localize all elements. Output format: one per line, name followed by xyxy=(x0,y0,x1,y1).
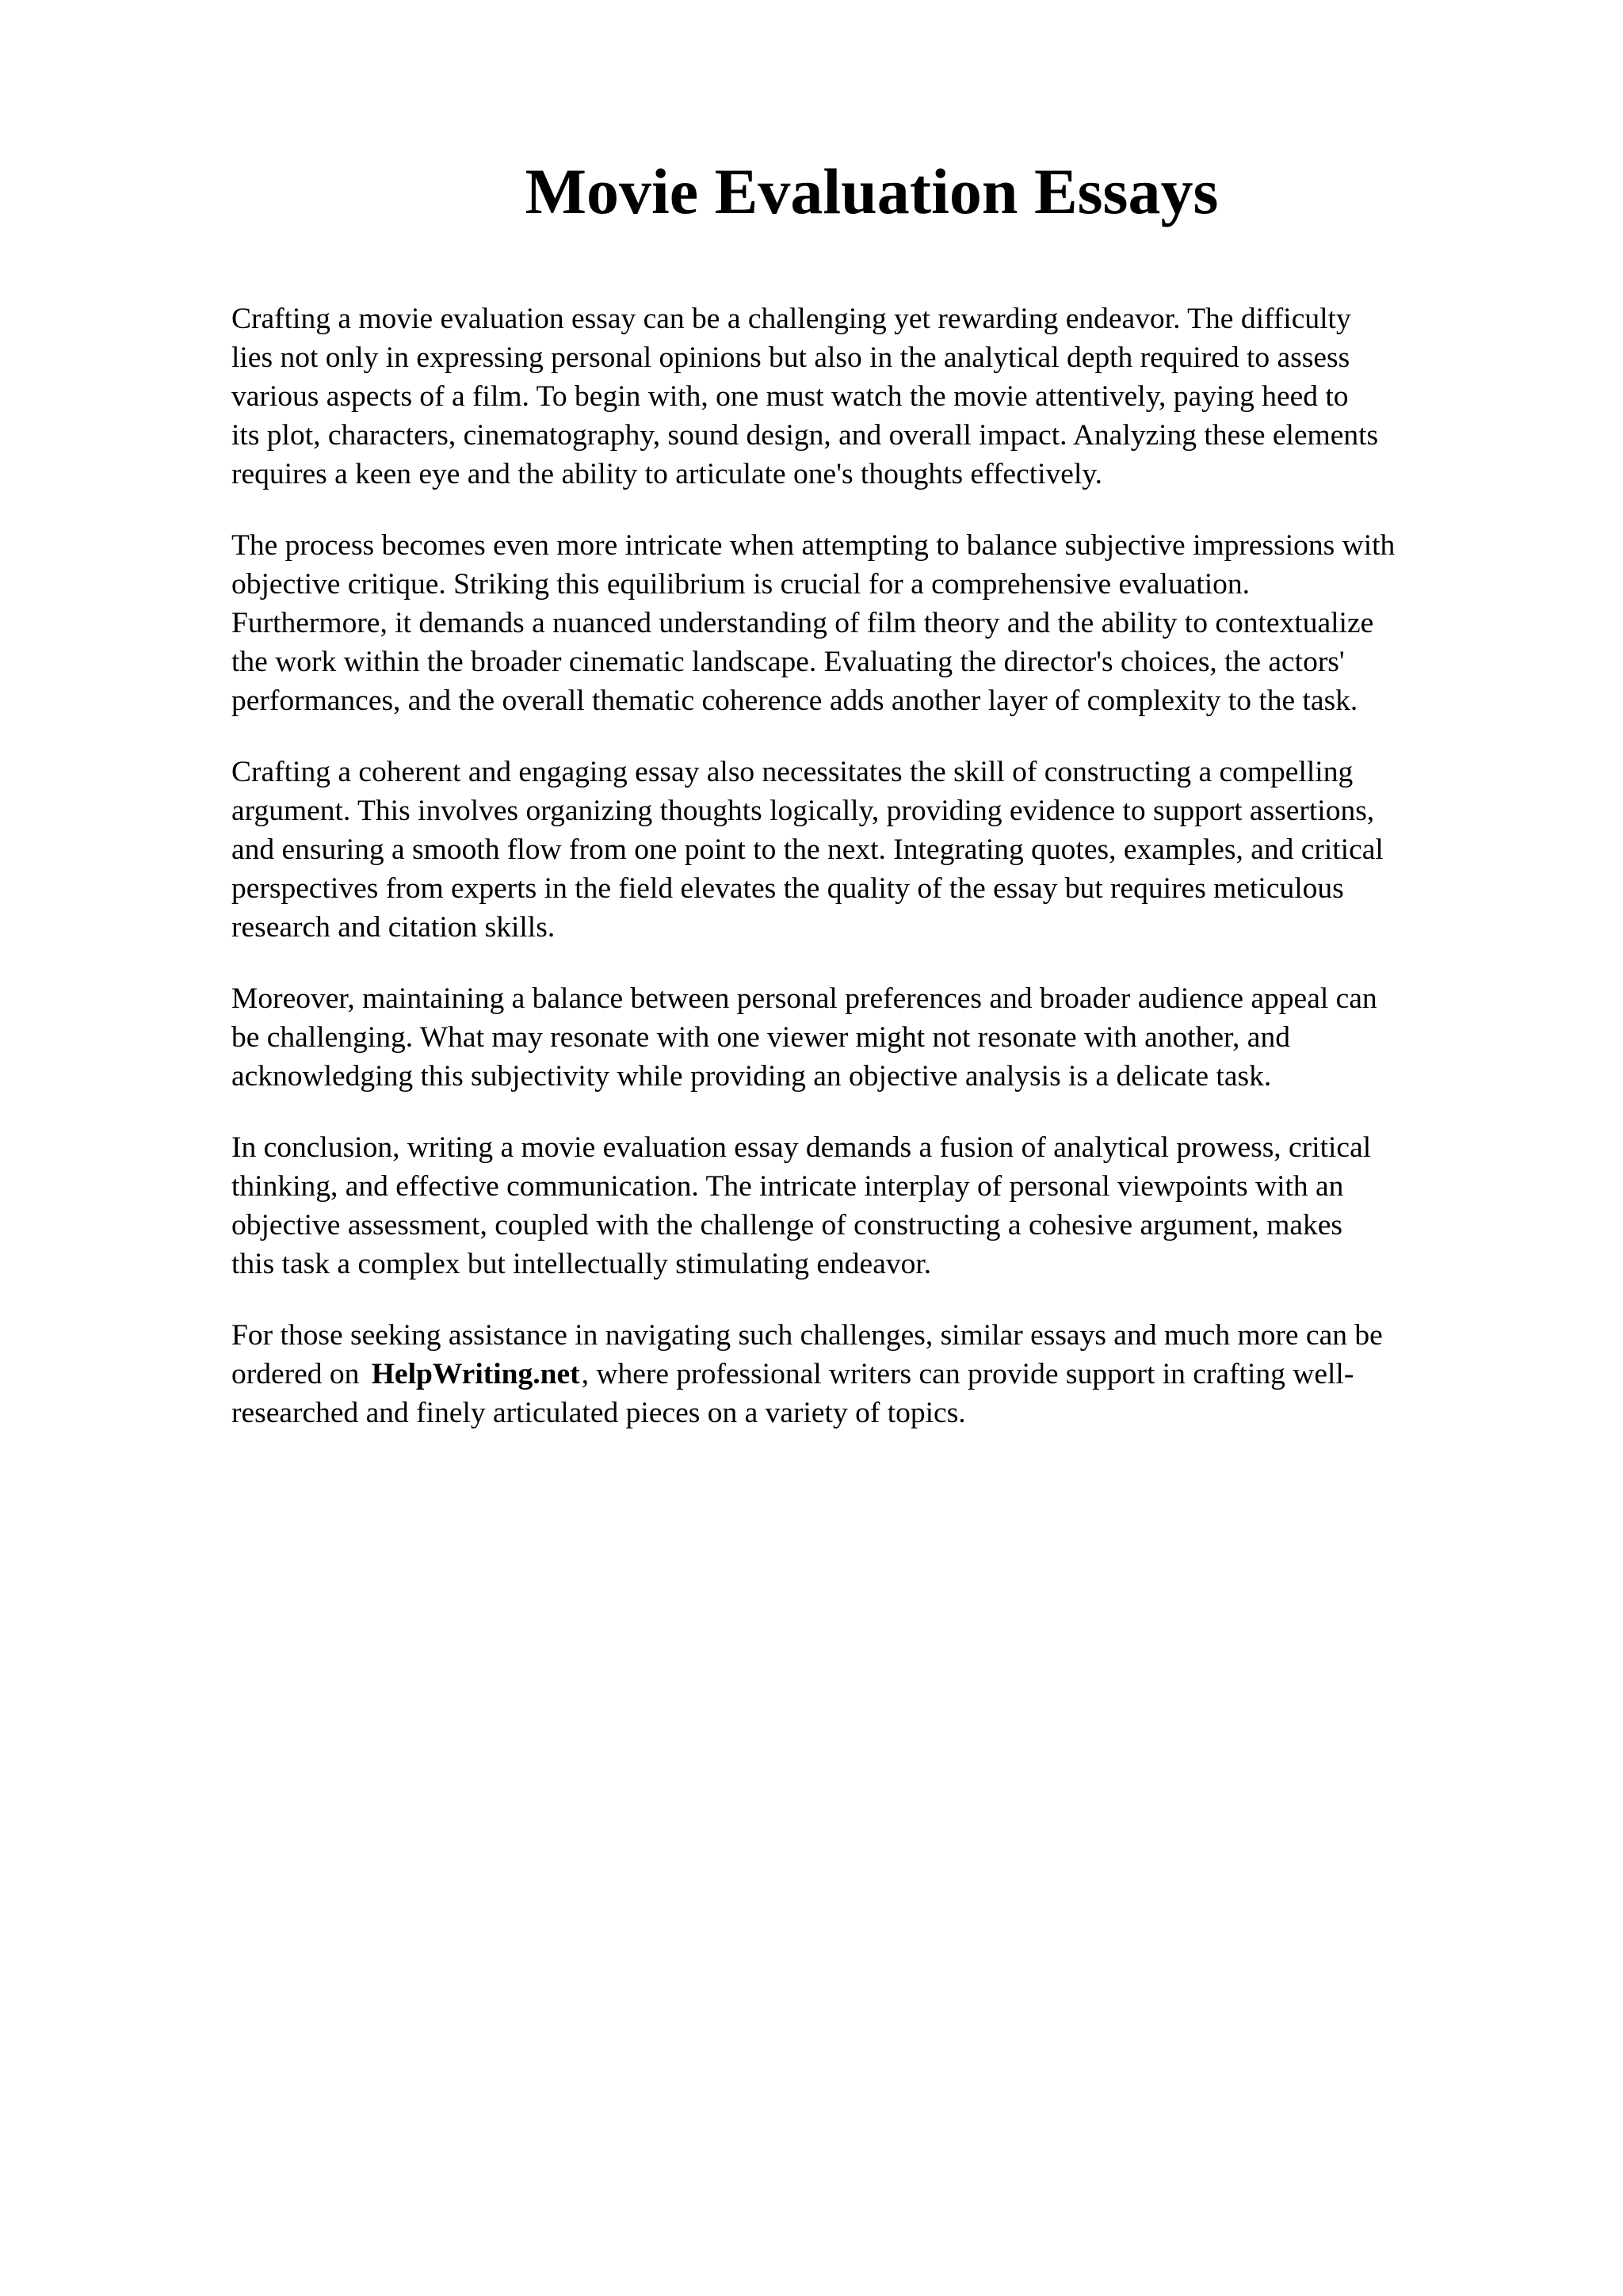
paragraph-line: research and citation skills. xyxy=(231,911,556,944)
paragraph-4 xyxy=(231,979,1531,1096)
paragraph-line: researched and finely articulated pieces on a variety of topics. xyxy=(231,1397,966,1429)
paragraph-line: its plot, characters, cinematography, sound design, and overall impact. Analyzing these elements xyxy=(231,419,1379,452)
paragraph-line: and ensuring a smooth flow from one point to the next. Integrating quotes, examples, and critical xyxy=(231,833,1384,866)
paragraph-line: objective assessment, coupled with the challenge of constructing a cohesive argument, makes xyxy=(231,1209,1343,1241)
helpwriting-link[interactable]: HelpWriting.net xyxy=(371,1358,580,1390)
paragraph-line: various aspects of a film. To begin with, one must watch the movie attentively, paying heed to xyxy=(231,380,1349,413)
paragraph-line: lies not only in expressing personal opinions but also in the analytical depth required to assess xyxy=(231,341,1350,374)
paragraph-line: acknowledging this subjectivity while providing an objective analysis is a delicate task. xyxy=(231,1060,1272,1093)
paragraph-line-with-link xyxy=(231,1355,1531,1394)
paragraph-line: For those seeking assistance in navigating such challenges, similar essays and much more can be xyxy=(231,1319,1383,1352)
link-lead-text: ordered on xyxy=(231,1358,367,1390)
paragraph-line: objective critique. Striking this equilibrium is crucial for a comprehensive evaluation. xyxy=(231,568,1251,601)
paragraph-line: perspectives from experts in the field elevates the quality of the essay but requires meticulous xyxy=(231,872,1344,905)
paragraph-line: the work within the broader cinematic landscape. Evaluating the director's choices, the actors' xyxy=(231,646,1345,678)
paragraph-line: requires a keen eye and the ability to articulate one's thoughts effectively. xyxy=(231,458,1103,490)
paragraph-3 xyxy=(231,753,1531,947)
paragraph-line: Crafting a movie evaluation essay can be a challenging yet rewarding endeavor. The difficulty xyxy=(231,303,1351,335)
paragraph-final xyxy=(231,1316,1531,1432)
link-trail-text: , where professional writers can provide support in crafting well- xyxy=(581,1358,1354,1390)
paragraph-line: The process becomes even more intricate when attempting to balance subjective impressions with xyxy=(231,529,1396,562)
essay-body xyxy=(231,299,1531,1465)
paragraph-line: be challenging. What may resonate with one viewer might not resonate with another, and xyxy=(231,1021,1290,1054)
paragraph-2 xyxy=(231,526,1531,720)
document-title: Movie Evaluation Essays xyxy=(525,155,1219,227)
paragraph-line: Furthermore, it demands a nuanced understanding of film theory and the ability to contextualize xyxy=(231,607,1374,639)
paragraph-line: Crafting a coherent and engaging essay also necessitates the skill of constructing a compelling xyxy=(231,756,1354,788)
paragraph-line: In conclusion, writing a movie evaluation essay demands a fusion of analytical prowess, critical xyxy=(231,1131,1372,1164)
paragraph-line: this task a complex but intellectually stimulating endeavor. xyxy=(231,1248,932,1280)
paragraph-line: thinking, and effective communication. The intricate interplay of personal viewpoints with an xyxy=(231,1170,1344,1203)
paragraph-1 xyxy=(231,299,1531,494)
paragraph-line: Moreover, maintaining a balance between personal preferences and broader audience appeal can xyxy=(231,982,1377,1015)
paragraph-line: argument. This involves organizing thoughts logically, providing evidence to support assertions, xyxy=(231,795,1375,827)
paragraph-5 xyxy=(231,1128,1531,1283)
paragraph-line: performances, and the overall thematic coherence adds another layer of complexity to the task. xyxy=(231,685,1358,717)
